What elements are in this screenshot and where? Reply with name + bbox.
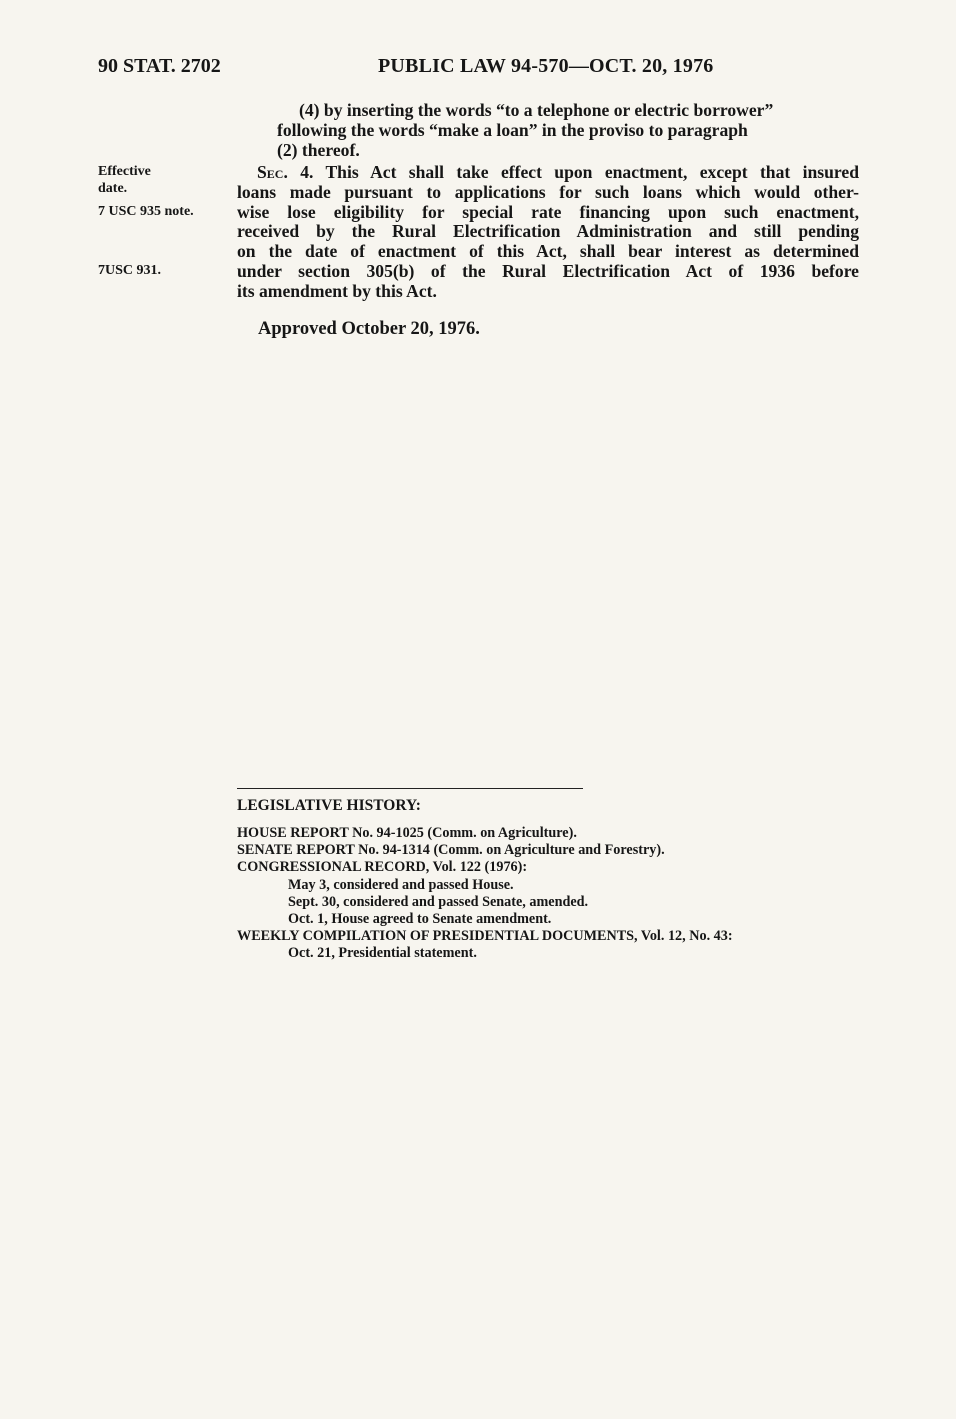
section-4-label: Sec. 4.: [257, 162, 314, 182]
history-entry-oct-21: Oct. 21, Presidential statement.: [288, 945, 477, 962]
section-4-line: under section 305(b) of the Rural Electrification Act of 1936 before: [237, 260, 859, 281]
congressional-record: CONGRESSIONAL RECORD, Vol. 122 (1976):: [237, 859, 528, 876]
margin-note-effective-line2: date.: [98, 181, 128, 196]
section-4-text: [237, 163, 859, 302]
senate-report: SENATE REPORT No. 94-1314 (Comm. on Agriculture and Forestry).: [237, 842, 665, 859]
history-entry-sept-30: Sept. 30, considered and passed Senate, amended.: [288, 893, 589, 910]
legislative-history: [237, 797, 857, 963]
paragraph-4-line: following the words “make a loan” in the proviso to paragraph: [277, 119, 748, 140]
public-law-title: PUBLIC LAW 94-570—OCT. 20, 1976: [378, 55, 714, 77]
legislative-history-rule: [237, 788, 583, 789]
history-entry-oct-1: Oct. 1, House agreed to Senate amendment.: [288, 911, 552, 928]
section-4-first-line: [237, 163, 859, 183]
paragraph-4-line: (4) by inserting the words “to a telephone or electric borrower”: [299, 100, 774, 120]
margin-note-usc-935: 7 USC 935 note.: [98, 204, 194, 219]
approval-date: Approved October 20, 1976.: [258, 319, 480, 339]
section-4-line: loans made pursuant to applications for such loans which would other-: [237, 181, 859, 202]
section-4-line: on the date of enactment of this Act, shall bear interest as determined: [237, 241, 859, 262]
section-4-line: its amendment by this Act.: [237, 280, 437, 301]
weekly-compilation: WEEKLY COMPILATION OF PRESIDENTIAL DOCUMENTS, Vol. 12, No. 43:: [237, 928, 733, 945]
page-header: [98, 55, 858, 85]
section-4-line: wise lose eligibility for special rate financing upon such enactment,: [237, 201, 859, 222]
paragraph-4-amendment: [237, 101, 859, 160]
paragraph-4-line: (2) thereof.: [277, 139, 360, 160]
statute-page-reference: 90 STAT. 2702: [98, 55, 221, 77]
margin-note-effective-line1: Effective: [98, 164, 151, 179]
margin-note-effective-date: [98, 163, 151, 197]
margin-note-usc-931: 7USC 931.: [98, 263, 162, 278]
section-4-first-line-text: This Act shall take effect upon enactment, except that insured: [313, 162, 859, 182]
house-report: HOUSE REPORT No. 94-1025 (Comm. on Agriculture).: [237, 825, 577, 841]
legislative-history-heading: LEGISLATIVE HISTORY:: [237, 797, 421, 814]
section-4-line: received by the Rural Electrification Administration and still pending: [237, 221, 859, 242]
history-entry-may-3: May 3, considered and passed House.: [288, 876, 514, 893]
